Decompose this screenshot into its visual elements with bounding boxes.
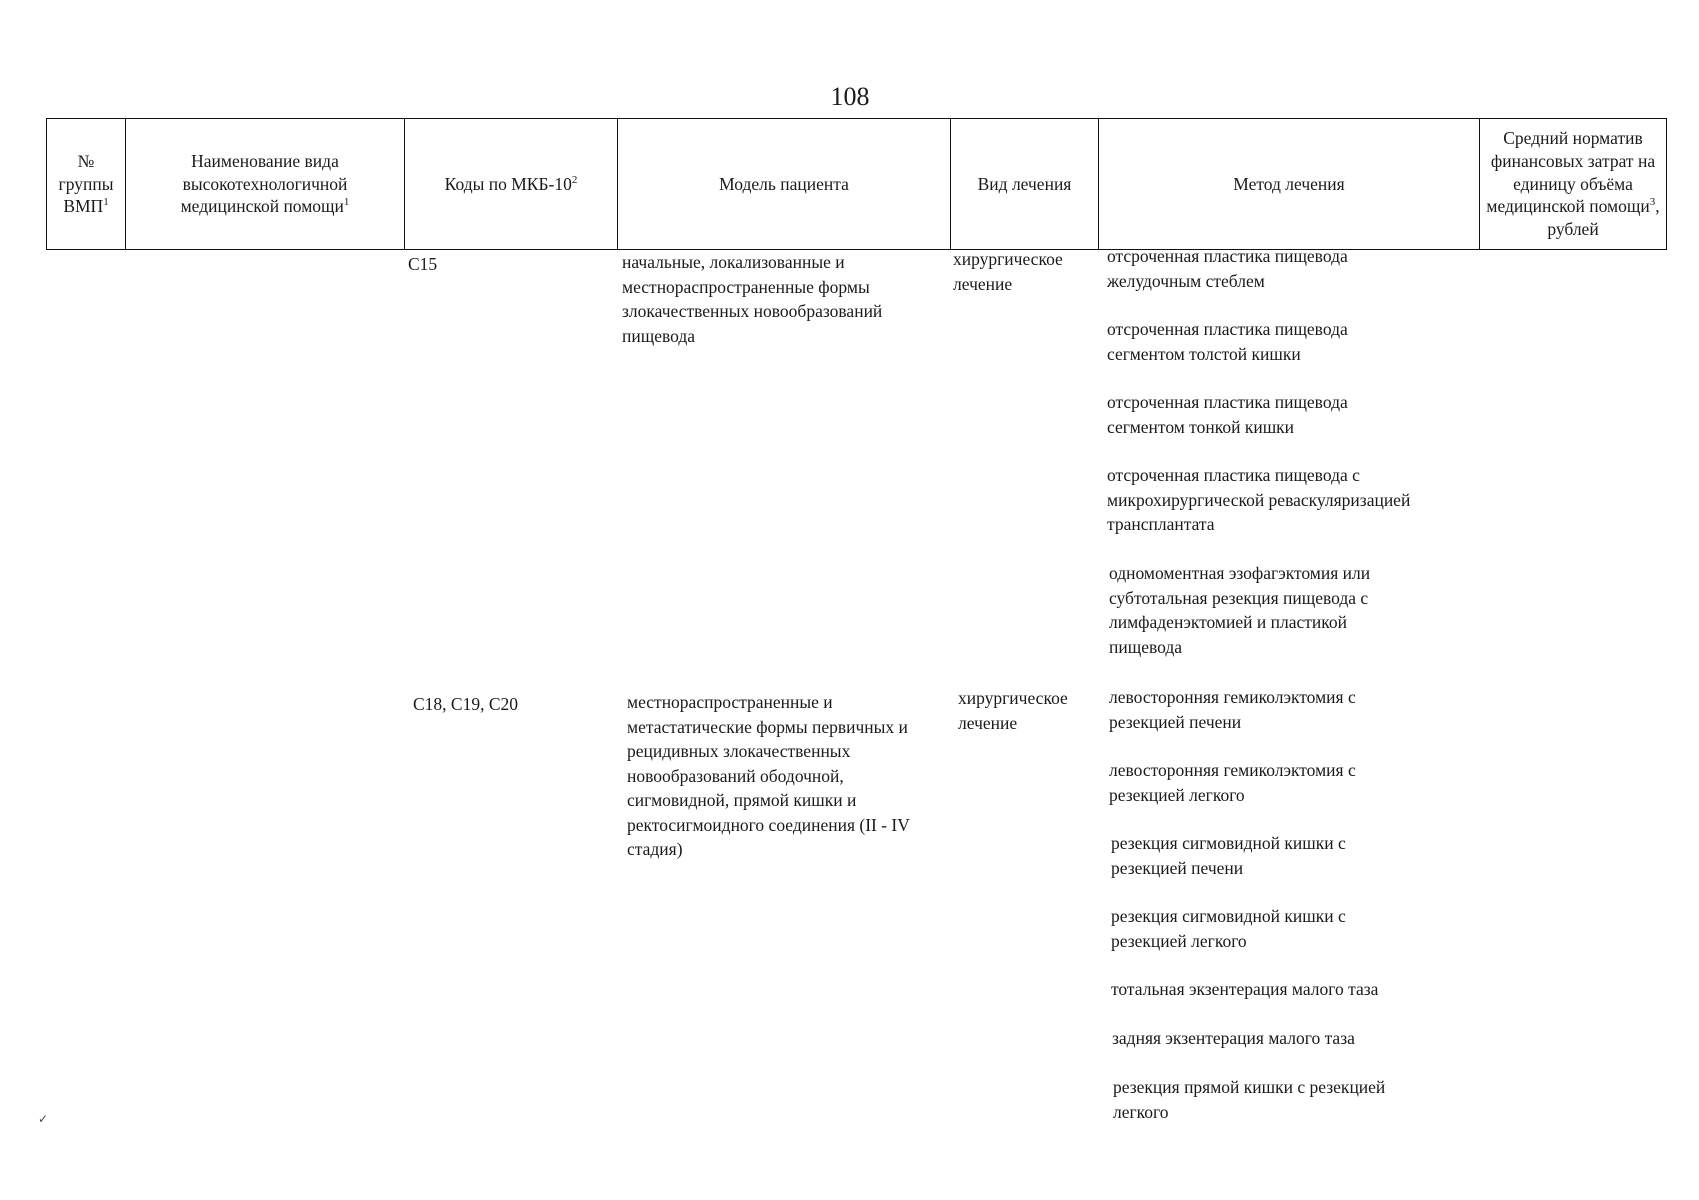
row1-codes: C15 <box>408 254 438 274</box>
header-patient-model: Модель пациента <box>618 119 951 250</box>
page-number: 108 <box>830 82 870 111</box>
header-treatment-type: Вид лечения <box>951 119 1099 250</box>
row1-method-2: отсроченная пластика пищевода сегментом толстой кишки <box>1107 319 1348 364</box>
scan-mark: ✓ <box>38 1112 49 1126</box>
header-treatment-method: Метод лечения <box>1099 119 1480 250</box>
row2-method-4: резекция сигмовидной кишки с резекцией легкого <box>1111 906 1346 951</box>
table-header <box>46 118 1667 250</box>
row2-method-5: тотальная экзентерация малого таза <box>1111 979 1379 999</box>
row2-method-7: резекция прямой кишки с резекцией легкого <box>1113 1077 1386 1122</box>
row1-method-4: отсроченная пластика пищевода с микрохирургической реваскуляризацией трансплантата <box>1107 465 1411 534</box>
header-group-number: № группы ВМП$^1$ <box>47 119 126 250</box>
header-care-type: Наименование вида высокотехнологичной медицинской помощи$^1$ <box>126 119 405 250</box>
row2-method-2: левосторонняя гемиколэктомия с резекцией легкого <box>1109 760 1356 805</box>
row1-patient-model: начальные, локализованные и местнораспространенные формы злокачественных новообразований пищевода <box>622 252 883 346</box>
row1-method-1: отсроченная пластика пищевода желудочным стеблем <box>1107 246 1348 291</box>
row2-codes: C18, C19, C20 <box>413 694 519 714</box>
row2-method-1: левосторонняя гемиколэктомия с резекцией печени <box>1109 687 1356 732</box>
header-icd-codes: Коды по МКБ-$10^2$ <box>405 119 618 250</box>
row1-method-5: одномоментная эзофагэктомия или субтотальная резекция пищевода с лимфаденэктомией и пластикой пищевода <box>1109 563 1371 657</box>
row1-method-3: отсроченная пластика пищевода сегментом тонкой кишки <box>1107 392 1348 437</box>
row2-patient-model: местнораспространенные и метастатические формы первичных и рецидивных злокачественных новообразований ободочной, сигмовидной, прямой кишки и ректосигмоидного соединения (II - IV стадия) <box>627 692 910 859</box>
row1-treatment-type: хирургическое лечение <box>953 249 1063 294</box>
header-cost-standard: Средний норматив финансовых затрат на единицу объёма медицинской помощи$^3$, рублей <box>1480 119 1667 250</box>
row2-method-3: резекция сигмовидной кишки с резекцией печени <box>1111 833 1346 878</box>
row2-method-6: задняя экзентерация малого таза <box>1112 1028 1355 1048</box>
row2-treatment-type: хирургическое лечение <box>958 688 1068 733</box>
